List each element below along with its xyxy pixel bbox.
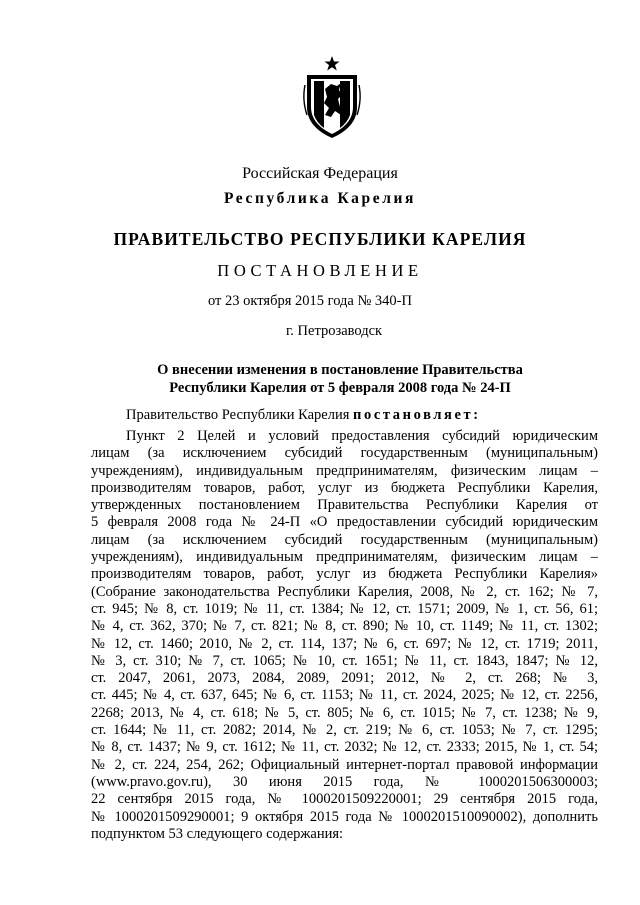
republic-name: Республика Карелия bbox=[223, 190, 417, 207]
body-line: ст. 1644; № 11, ст. 2082; 2014, № 2, ст. 219; № 6, ст. 1053; № 7, ст. 1295; bbox=[91, 722, 598, 739]
body-line: 2268; 2013, № 4, ст. 618; № 5, ст. 805; № 6, ст. 1015; № 7, ст. 1238; № 9, bbox=[91, 704, 598, 721]
body-line: (Собрание законодательства Республики Карелия, 2008, № 2, ст. 162; № 7, bbox=[91, 583, 598, 600]
body-line: № 8, ст. 1437; № 9, ст. 1612; № 11, ст. 2032; № 12, ст. 2333; 2015, № 1, ст. 54; bbox=[91, 739, 598, 756]
document-type: ПОСТАНОВЛЕНИЕ bbox=[217, 261, 423, 280]
country-name: Российская Федерация bbox=[242, 165, 398, 182]
body-line: производителям товаров, работ, услуг из бюджета Республики Карелия, bbox=[91, 479, 598, 496]
preamble-subject: Правительство Республики Карелия bbox=[126, 407, 354, 423]
title-line: О внесении изменения в постановление Правительства bbox=[157, 362, 523, 378]
body-line: 5 февраля 2008 года № 24-П «О предоставлении субсидий юридическим bbox=[91, 514, 598, 531]
document-title bbox=[100, 361, 580, 397]
document-body bbox=[91, 428, 598, 843]
preamble-verb: постановляет: bbox=[353, 407, 481, 423]
coat-of-arms-icon bbox=[301, 55, 363, 141]
body-line: (www.pravo.gov.ru), 30 июня 2015 года, № 1000201506300003; bbox=[91, 773, 598, 790]
document-city: г. Петрозаводск bbox=[286, 323, 383, 339]
body-line: ст. 945; № 8, ст. 1019; № 11, ст. 1384; № 12, ст. 1571; 2009, № 1, ст. 56, 61; bbox=[91, 600, 598, 617]
body-line: утвержденных постановлением Правительства Республики Карелия от bbox=[91, 497, 598, 514]
body-line: учреждениям), индивидуальным предпринимателям, физическим лицам – bbox=[91, 462, 598, 479]
body-line: 22 сентября 2015 года, № 1000201509220001; 29 сентября 2015 года, bbox=[91, 791, 598, 808]
title-line: Республики Карелия от 5 февраля 2008 года № 24-П bbox=[169, 380, 511, 396]
body-line: № 1000201509290001; 9 октября 2015 года № 1000201510090002), дополнить bbox=[91, 808, 598, 825]
body-line: № 2, ст. 224, 254, 262; Официальный интернет-портал правовой информации bbox=[91, 756, 598, 773]
body-line: Пункт 2 Целей и условий предоставления субсидий юридическим bbox=[126, 428, 598, 444]
government-name: ПРАВИТЕЛЬСТВО РЕСПУБЛИКИ КАРЕЛИЯ bbox=[113, 229, 527, 249]
document-date: от 23 октября 2015 года № 340-П bbox=[208, 293, 412, 309]
body-line: учреждениям), индивидуальным предпринимателям, физическим лицам – bbox=[91, 549, 598, 566]
body-line: лицам (за исключением субсидий государственным (муниципальным) bbox=[91, 445, 598, 462]
body-line: ст. 445; № 4, ст. 637, 645; № 6, ст. 1153; № 11, ст. 2024, 2025; № 12, ст. 2256, bbox=[91, 687, 598, 704]
body-line: № 12, ст. 1460; 2010, № 2, ст. 114, 137; № 6, ст. 697; № 12, ст. 1719; 2011, bbox=[91, 635, 598, 652]
body-line: № 3, ст. 310; № 7, ст. 1065; № 10, ст. 1651; № 11, ст. 1843, 1847; № 12, bbox=[91, 652, 598, 669]
body-line: лицам (за исключением субсидий государственным (муниципальным) bbox=[91, 531, 598, 548]
body-line: № 4, ст. 362, 370; № 7, ст. 821; № 8, ст. 890; № 10, ст. 1149; № 11, ст. 1302; bbox=[91, 618, 598, 635]
body-line: подпунктом 53 следующего содержания: bbox=[91, 825, 344, 842]
preamble bbox=[126, 407, 481, 424]
body-line: производителям товаров, работ, услуг из бюджета Республики Карелия» bbox=[91, 566, 598, 583]
body-line: ст. 2047, 2061, 2073, 2084, 2089, 2091; 2012, № 2, ст. 268; № 3, bbox=[91, 670, 598, 687]
